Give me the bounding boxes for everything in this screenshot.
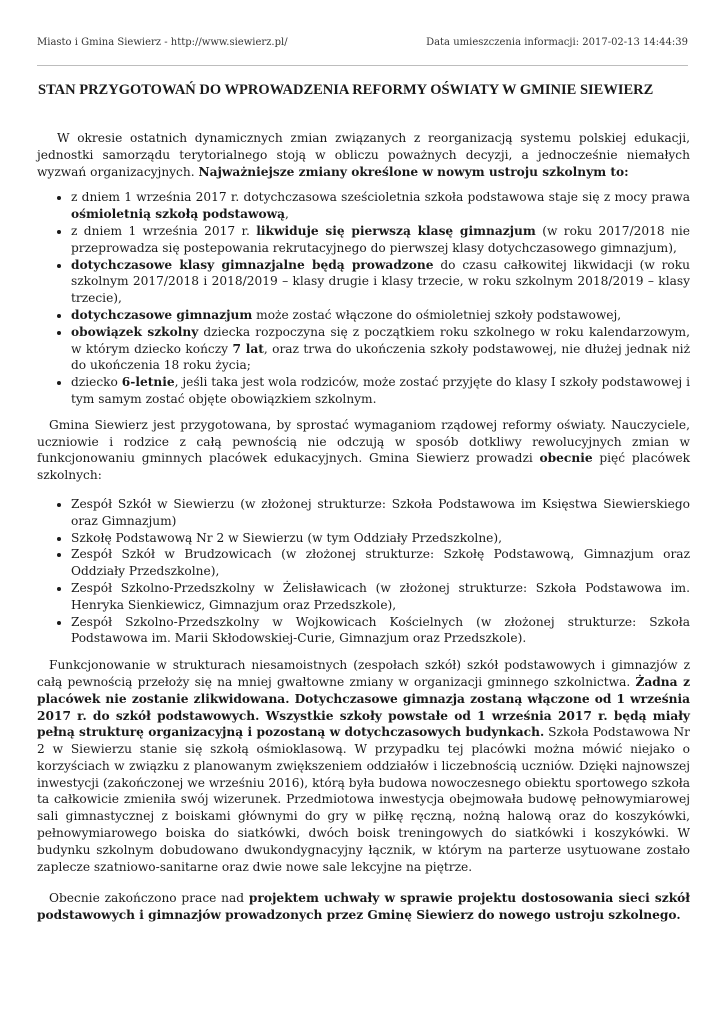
paragraph-bold: projektem uchwały w sprawie projektu dostosowania sieci szkół podstawowych i gimnazjów prowadzonych przez Gminę Siewierz do nowego ustroju szkolnego.: [37, 891, 690, 923]
list-item: [71, 189, 690, 223]
item-bold: ośmioletnią szkołą podstawową: [71, 207, 286, 222]
list-item: • Zespół Szkół w Siewierzu (w złożonej strukturze: Szkoła Podstawowa im Księstwa Siewierskiego oraz Gimnazjum): [71, 496, 690, 530]
paragraph-text: pięć placówek szkolnych:: [37, 451, 690, 483]
changes-list: [37, 189, 690, 407]
item-text: dziecko: [71, 375, 122, 390]
intro-bold: Najważniejsze zmiany określone w nowym ustroju szkolnym to:: [198, 164, 629, 179]
item-text: , jeśli taka jest wola rodziców, może zostać przyjęte do klasy I szkoły podstawowej i tym samym zostać objęte obowiązkiem szkolnym.: [71, 375, 690, 406]
header-divider: [37, 65, 688, 66]
header-date: Data umieszczenia informacji: 2017-02-13 14:44:39: [426, 37, 688, 48]
list-item: • Szkołę Podstawową Nr 2 w Siewierzu (w tym Oddziały Przedszkolne),: [71, 530, 690, 547]
document-body: [37, 130, 690, 924]
paragraph-text: Funkcjonowanie w strukturach niesamoistnych (zespołach szkół) szkół podstawowych i gimnazjów z całą pewnością przełoży się na mniej gwałtowne zmiany w organizacji gminnego szkolnictwa.: [37, 658, 690, 689]
list-item: • Zespół Szkół w Brudzowicach (w złożonej strukturze: Szkołę Podstawową, Gimnazjum oraz Oddziały Przedszkolne),: [71, 546, 690, 580]
item-bold: likwiduje się pierwszą klasę gimnazjum: [256, 223, 536, 238]
paragraph-text: Gmina Siewierz jest przygotowana, by sprostać wymaganiom rządowej reformy oświaty. Nauczyciele, uczniowie i rodzice z całą pewnością nie odczują w sposób dotkliwy rewolucyjnych zmian w funkcjonowaniu gminnych placówek edukacyjnych. Gmina Siewierz prowadzi: [37, 417, 690, 466]
schools-list: [37, 496, 690, 647]
item-text: ,: [285, 207, 289, 222]
schools-intro-paragraph: [37, 417, 690, 484]
list-item: [71, 307, 690, 324]
intro-paragraph: [37, 130, 690, 180]
document-title: STAN PRZYGOTOWAŃ DO WPROWADZENIA REFORMY OŚWIATY W GMINIE SIEWIERZ: [38, 82, 654, 98]
item-text: może zostać włączone do ośmioletniej szkoły podstawowej,: [252, 307, 622, 322]
header-source: Miasto i Gmina Siewierz - http://www.siewierz.pl/: [37, 37, 288, 48]
paragraph-text: Szkoła Podstawowa Nr 2 w Siewierzu stanie się szkołą ośmioklasową. W przypadku tej placówki można mówić niejako o korzyściach w związku z planowanym zwiększeniem oddziałów i liczebnością uczniów. Dzięki najnowszej inwestycji (zakończonej we wrześniu 2016), którą była budowa nowoczesnego obiektu sportowego szkoła ta całkowicie zmieniła swój wizerunek. Przedmiotowa inwestycja obejmowała budowę pełnowymiarowej sali gimnastycznej z boiskami głównymi do gry w piłkę ręczną, nożną halową oraz do koszykówki, pełnowymiarowego boiska do siatkówki, dwóch boisk treningowych do siatkówki i koszykówki. W budynku szkolnym dobudowano dwukondygnacyjny łącznik, w którym na parterze usytuowane zostało zaplecze szatniowo-sanitarne oraz dwie nowe sale lekcyjne na piętrze.: [37, 725, 690, 874]
item-text: dziecka rozpoczyna się z początkiem roku szkolnego w roku kalendarzowym, w którym dziecko kończy: [71, 324, 690, 356]
intro-text: W okresie ostatnich dynamicznych zmian związanych z reorganizacją systemu polskiej edukacji, jednostki samorządu terytorialnego stoją w obliczu poważnych decyzji, a jednocześnie niemałych wyzwań organizacyjnych.: [37, 131, 690, 179]
item-bold: dotychczasowe klasy gimnazjalne będą prowadzone: [71, 257, 434, 272]
list-item: [71, 324, 690, 374]
item-text: z dniem 1 września 2017 r.: [71, 223, 257, 238]
item-text: , oraz trwa do ukończenia szkoły podstawowej, nie dłużej jednak niż do ukończenia 18 roku życia;: [71, 341, 690, 373]
item-text: z dniem 1 września 2017 r. dotychczasowa sześcioletnia szkoła podstawowa staje się z mocy prawa: [71, 190, 690, 205]
resolution-paragraph: [37, 890, 690, 924]
item-text: (w roku 2017/2018 nie przeprowadza się postepowania rekrutacyjnego do pierwszej klasy dotychczasowego gimnazjum),: [71, 223, 690, 255]
list-item: [71, 374, 690, 408]
item-bold: dotychczasowe gimnazjum: [71, 307, 253, 322]
page-header: [37, 37, 688, 51]
paragraph-bold: obecnie: [539, 451, 593, 466]
paragraph-bold: Żadna z placówek nie zostanie zlikwidowana. Dotychczasowe gimnazja zostaną włączone od 1 września 2017 r. do szkół podstawowych. Wszystkie szkoły powstałe od 1 września 2017 r. będą miały pełną strukturę organizacyjną i pozostaną w dotychczasowych budynkach.: [37, 674, 690, 740]
paragraph-text: Obecnie zakończono prace nad: [49, 891, 249, 906]
item-bold: 7 lat: [232, 341, 264, 356]
structure-paragraph: [37, 657, 690, 875]
item-text: do czasu całkowitej likwidacji (w roku szkolnym 2017/2018 i 2018/2019 – klasy drugie i klasy trzecie, w roku szkolnym 2018/2019 – klasy trzecie),: [71, 257, 690, 306]
list-item: • Zespół Szkolno-Przedszkolny w Wojkowicach Kościelnych (w złożonej strukturze: Szkoła Podstawowa im. Marii Skłodowskiej-Curie, Gimnazjum oraz Przedszkole).: [71, 614, 690, 648]
list-item: • Zespół Szkolno-Przedszkolny w Żelisławicach (w złożonej strukturze: Szkoła Podstawowa im. Henryka Sienkiewicz, Gimnazjum oraz Przedszkole),: [71, 580, 690, 614]
list-item: [71, 223, 690, 257]
list-item: [71, 257, 690, 307]
item-bold: obowiązek szkolny: [71, 324, 199, 339]
item-bold: 6-letnie: [121, 375, 175, 390]
